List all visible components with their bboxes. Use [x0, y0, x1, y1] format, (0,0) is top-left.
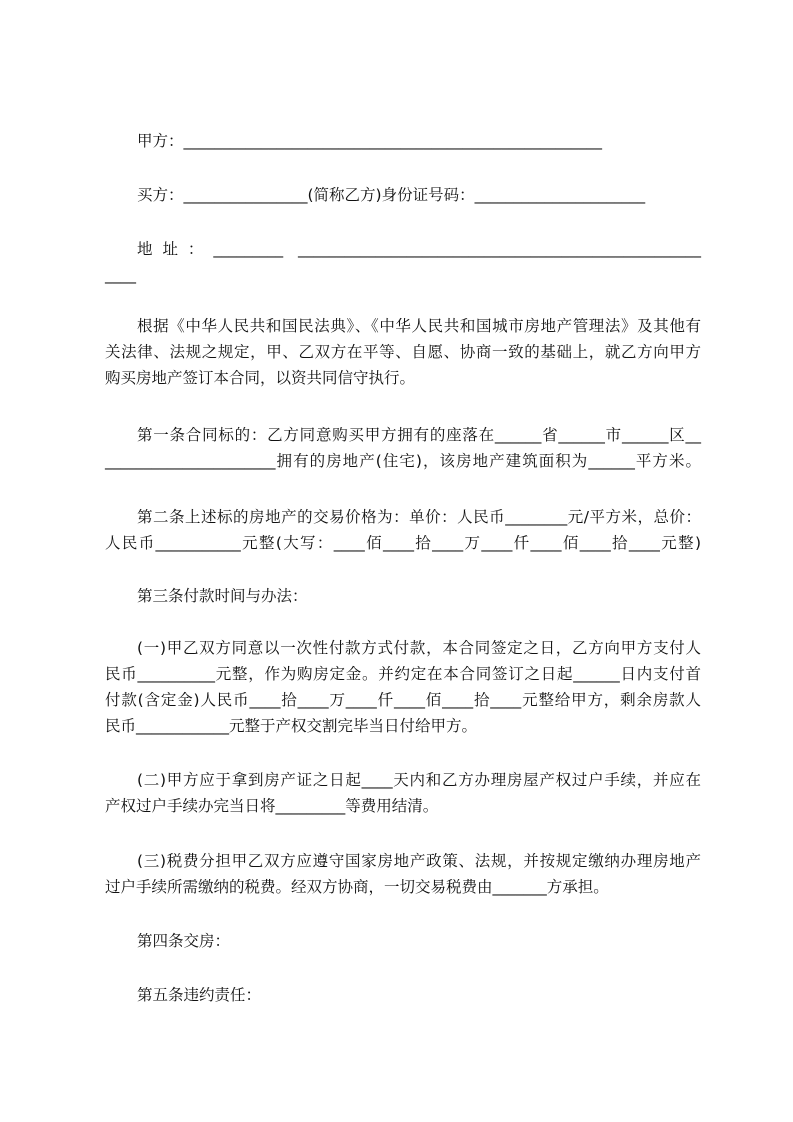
article-2-line: 第二条上述标的房地产的交易价格为：单价：人民币________元/平方米，总价：: [137, 508, 701, 526]
clause-3-1-line: (一)甲乙双方同意以一次性付款方式付款，本合同签定之日，乙方向甲方支付人: [137, 639, 701, 657]
article-1-line: ______________________拥有的房地产(住宅)，该房地产建筑面积为______平方米。: [105, 452, 701, 470]
preamble-line: 关法律、法规之规定，甲、乙双方在平等、自愿、协商一致的基础上，就乙方向甲方: [105, 343, 701, 361]
address-field-continuation: ____: [105, 266, 136, 284]
clause-3-3-line: (三)税费分担甲乙双方应遵守国家房地产政策、法规，并按规定缴纳办理房地产: [137, 852, 701, 870]
seller-field-line: 甲方：______________________________________________________: [137, 132, 603, 150]
preamble-line: 根据《中华人民共和国民法典》、《中华人民共和国城市房地产管理法》及其他有: [137, 317, 701, 335]
buyer-field-line: 买方：________________(简称乙方)身份证号码：______________________: [137, 186, 646, 204]
article-3-heading: 第三条付款时间与办法：: [137, 587, 308, 605]
article-2-line: 人民币___________元整(大写：____佰____拾____万____仟____佰____拾____元整): [105, 534, 701, 552]
article-4-heading: 第四条交房：: [137, 932, 231, 950]
preamble-line: 购买房地产签订本合同，以资共同信守执行。: [105, 369, 416, 387]
clause-3-1-line: 付款(含定金)人民币____拾____万____仟____佰____拾____元整给甲方，剩余房款人: [105, 691, 701, 709]
clause-3-3-line: 过户手续所需缴纳的税费。经双方协商，一切交易税费由_______方承担。: [105, 878, 609, 896]
clause-3-1-line: 民币____________元整于产权交割完毕当日付给甲方。: [105, 717, 478, 735]
address-field-line: 地址：_________ ____________________________________________________: [137, 240, 701, 258]
article-1-line: 第一条合同标的：乙方同意购买甲方拥有的座落在______省______市______区__: [137, 426, 701, 444]
clause-3-2-line: 产权过户手续办完当日将_________等费用结清。: [105, 797, 439, 815]
clause-3-2-line: (二)甲方应于拿到房产证之日起____天内和乙方办理房屋产权过户手续，并应在: [137, 771, 701, 789]
article-5-heading: 第五条违约责任：: [137, 986, 262, 1004]
clause-3-1-line: 民币__________元整，作为购房定金。并约定在本合同签订之日起______日内支付首: [105, 665, 701, 683]
